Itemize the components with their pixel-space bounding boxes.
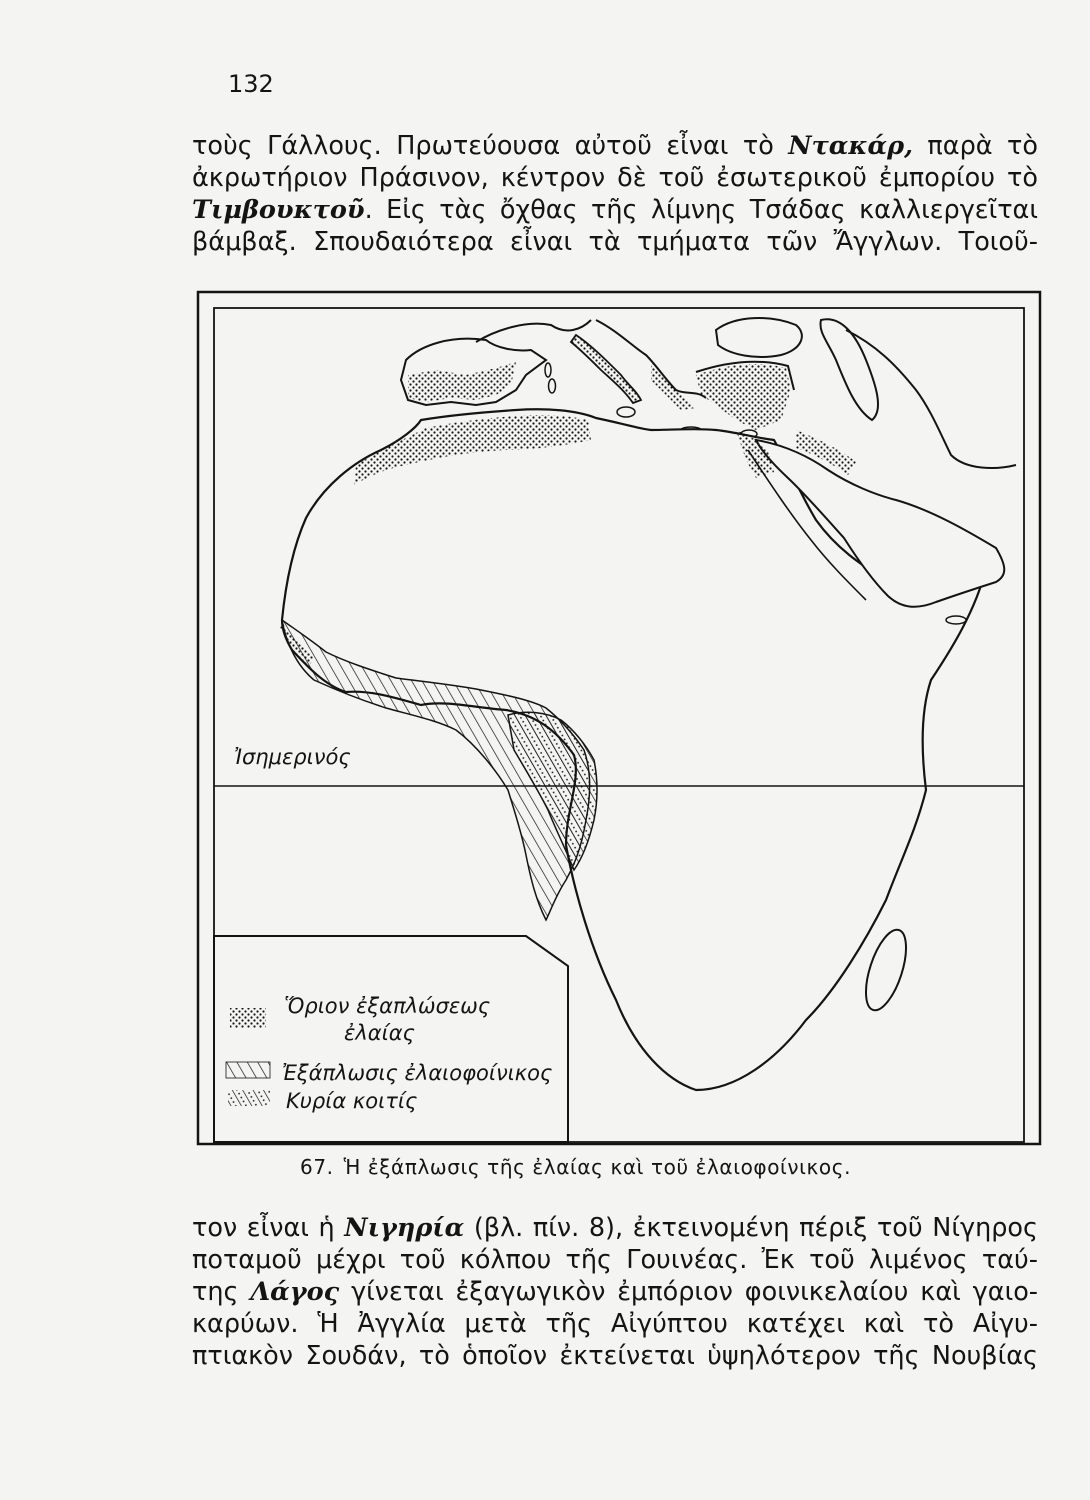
corsica-island <box>545 363 551 377</box>
text-run: ποταμοῦ μέχρι τοῦ κόλπου τῆς Γουινέας. Ἐκ τοῦ λιμένος ταύ- <box>192 1245 1038 1275</box>
text-line <box>192 162 1038 194</box>
emphasized-term: Ντακάρ, <box>788 131 913 161</box>
text-run: . Εἰς τὰς ὄχθας τῆς λίμνης Τσάδας καλλιεργεῖται <box>364 195 1038 225</box>
black-sea <box>716 318 802 357</box>
sardinia-island <box>549 379 556 393</box>
equator-label: Ἰσημερινός <box>234 745 351 769</box>
text-run: παρὰ τὸ <box>912 131 1038 161</box>
text-line <box>192 1212 1038 1244</box>
caption-text: Ἡ ἐξάπλωσις τῆς ἐλαίας καὶ τοῦ ἐλαιοφοίνικος. <box>343 1155 852 1179</box>
text-line <box>192 1340 1038 1372</box>
anatolia-olive-coast <box>696 364 791 430</box>
socotra-island <box>946 616 966 624</box>
legend-swatch-oil-palm-spread <box>226 1062 270 1078</box>
map-figure <box>196 290 1042 1148</box>
text-run: γίνεται ἐξαγωγικὸν ἐμπόριον φοινικελαίου καὶ γαιο- <box>339 1277 1039 1307</box>
caption-number: 67. <box>300 1155 334 1179</box>
page-number: 132 <box>228 70 274 98</box>
legend-label-olive-limit-line2: ἐλαίας <box>344 1021 415 1045</box>
emphasized-term: Τιμβουκτοῦ <box>192 195 365 225</box>
text-run: τοὺς Γάλλους. Πρωτεύουσα αὐτοῦ εἶναι τὸ <box>192 131 789 161</box>
text-line <box>192 1244 1038 1276</box>
text-line <box>192 194 1038 226</box>
text-run: ἀκρωτήριον Πράσινον, κέντρον δὲ τοῦ ἐσωτερικοῦ ἐμπορίου τὸ <box>192 163 1038 193</box>
legend-swatch-olive-limit <box>230 1008 266 1028</box>
text-line <box>192 130 1038 162</box>
text-run: τον εἶναι ἡ <box>192 1213 345 1243</box>
legend-label-main-region: Κυρία κοιτίς <box>286 1089 418 1113</box>
legend-swatch-main-region <box>228 1090 270 1106</box>
text-run: βάμβαξ. Σπουδαιότερα εἶναι τὰ τμήματα τῶν Ἄγγλων. Τοιοῦ- <box>192 227 1038 257</box>
text-line <box>192 1308 1038 1340</box>
legend-label-oil-palm-spread: Ἐξάπλωσις ἐλαιοφοίνικος <box>282 1061 553 1085</box>
emphasized-term: Λάγος <box>250 1277 340 1307</box>
paragraph-top <box>192 130 1038 258</box>
figure-caption <box>300 1155 851 1179</box>
italy-peninsula <box>571 335 641 403</box>
text-run: καρύων. Ἡ Ἀγγλία μετὰ τῆς Αἰγύπτου κατέχει καὶ τὸ Αἰγυ- <box>192 1309 1038 1339</box>
text-line <box>192 226 1038 258</box>
paragraph-bottom <box>192 1212 1038 1372</box>
legend-label-olive-limit-line1: Ὅριον ἐξαπλώσεως <box>284 994 491 1018</box>
text-run: (βλ. πίν. 8), ἐκτεινομένη πέριξ τοῦ Νίγηρος <box>464 1213 1038 1243</box>
caspian-sea <box>820 319 878 420</box>
text-line <box>192 1276 1038 1308</box>
sicily-island <box>617 407 635 417</box>
balkans-coast <box>596 320 706 398</box>
emphasized-term: Νιγηρία <box>344 1213 465 1243</box>
text-run: της <box>192 1277 251 1307</box>
text-run: πτιακὸν Σουδάν, τὸ ὁποῖον ἐκτείνεται ὑψηλότερον τῆς Νουβίας <box>192 1341 1038 1371</box>
